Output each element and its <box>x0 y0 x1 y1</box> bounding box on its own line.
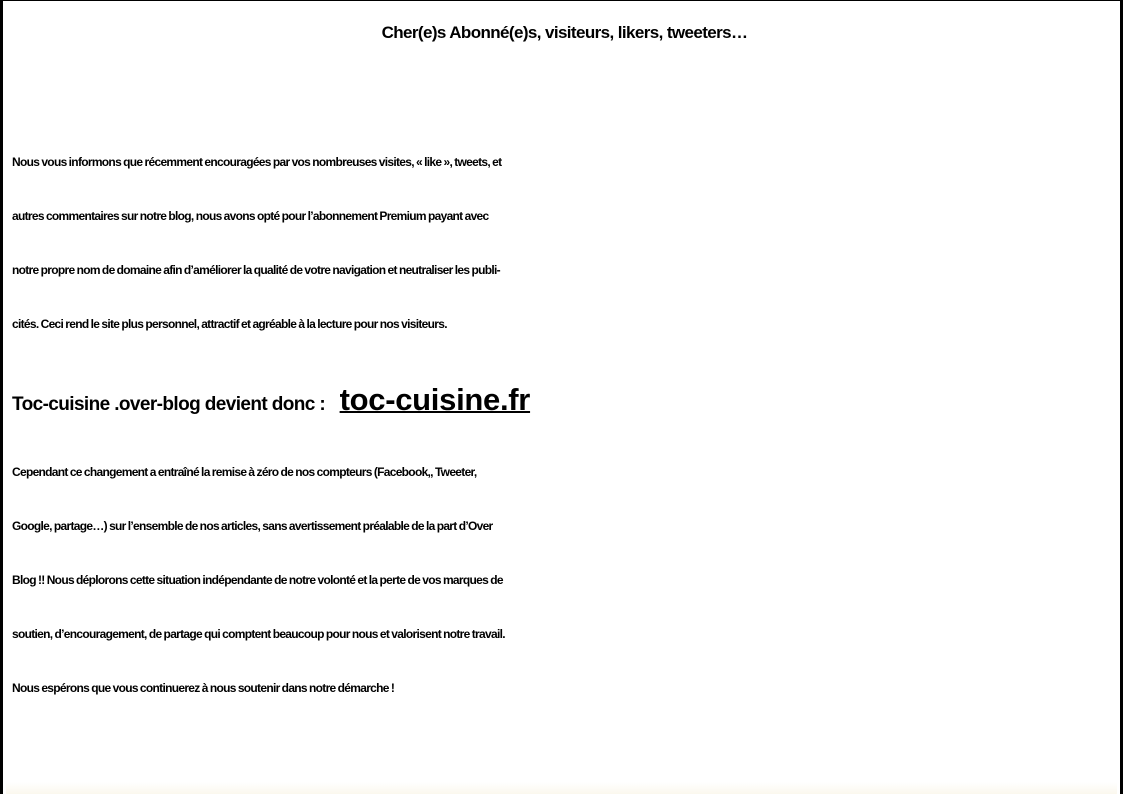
change-line: Cependant ce changement a entraîné la remise à zéro de nos compteurs (Facebook,, Tweeter, <box>12 465 477 479</box>
domain-change-lead: Toc-cuisine .over-blog devient donc : <box>12 394 326 415</box>
notice-title: Cher(e)s Abonné(e)s, visiteurs, likers, tweeters… <box>381 23 748 42</box>
intro-paragraph <box>12 135 1122 351</box>
change-line: Google, partage…) sur l’ensemble de nos articles, sans avertissement préalable de la part d’Over <box>12 519 493 533</box>
change-line: Nous espérons que vous continuerez à nous soutenir dans notre démarche ! <box>12 681 395 695</box>
intro-line: cités. Ceci rend le site plus personnel, attractif et agréable à la lecture pour nos visiteurs. <box>12 317 447 331</box>
change-line: Blog !! Nous déplorons cette situation indépendante de notre volonté et la perte de vos marques de <box>12 573 503 587</box>
change-line: soutien, d’encouragement, de partage qui comptent beaucoup pour nous et valorisent notre travail. <box>12 627 505 641</box>
intro-line: Nous vous informons que récemment encouragées par vos nombreuses visites, « like », tweets, et <box>12 155 502 169</box>
intro-line: autres commentaires sur notre blog, nous avons opté pour l’abonnement Premium payant avec <box>12 209 489 223</box>
new-domain-link[interactable]: toc-cuisine.fr <box>339 382 531 417</box>
change-paragraph <box>12 445 1122 715</box>
intro-line: notre propre nom de domaine afin d’améliorer la qualité de votre navigation et neutraliser les publi- <box>12 263 500 277</box>
bottom-edge <box>6 782 1117 794</box>
domain-change-line <box>12 373 530 427</box>
